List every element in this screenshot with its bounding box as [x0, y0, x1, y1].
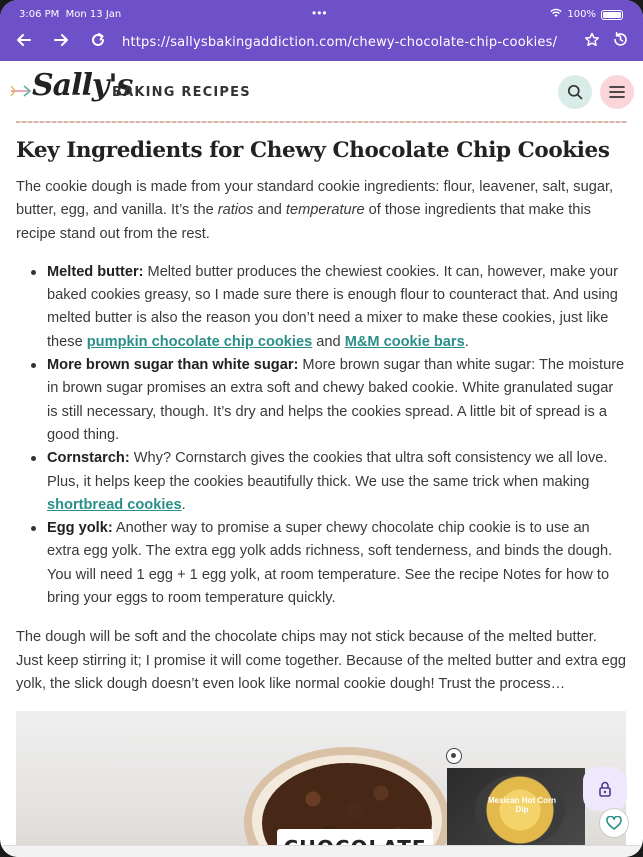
- star-icon: [584, 32, 600, 48]
- pumpkin-cookies-link[interactable]: pumpkin chocolate chip cookies: [86, 333, 313, 350]
- lock-button[interactable]: [583, 767, 627, 811]
- navigation-row: [0, 26, 643, 61]
- bookmark-button[interactable]: [580, 31, 604, 55]
- search-icon: [567, 84, 583, 100]
- mm-cookie-bars-link[interactable]: M&M cookie bars: [344, 333, 465, 350]
- shortbread-cookies-link[interactable]: shortbread cookies: [47, 496, 182, 513]
- closing-paragraph: The dough will be soft and the chocolate chips may not stick because of the melted butter. Just keep stirring it; I promise it will come together. Because of the melted butter and extra egg yolk, the slick dough doesn’t even look like normal cookie dough! Trust the process…: [16, 629, 627, 692]
- ingredients-list: [16, 261, 626, 610]
- ad-info-icon[interactable]: [446, 748, 462, 764]
- article-content: [16, 136, 626, 696]
- search-button[interactable]: [558, 75, 592, 109]
- intro-paragraph: The cookie dough is made from your standard cookie ingredients: flour, leavener, salt, sugar, butter, egg, and vanilla. It’s the ratios and temperature of those ingredients that make this recipe stand out from the rest.: [16, 179, 614, 242]
- arrow-left-icon: [16, 32, 32, 48]
- hamburger-menu-icon: [609, 85, 625, 99]
- list-item: Cornstarch: Why? Cornstarch gives the cookies that ultra soft consistency we all love. Plus, it helps keep the cookies beautifully thick. We use the same trick when making shortbread cookies.: [47, 447, 626, 517]
- list-item: More brown sugar than white sugar: More brown sugar than white sugar: The moisture in brown sugar promises an extra soft and chewy baked cookie. White granulated sugar is still necessary, though. It’s dry and helps the cookies spread. A little bit of spread is a good thing.: [47, 354, 626, 447]
- battery-percent: 100%: [567, 9, 596, 20]
- logo-arrow-icon: [10, 84, 32, 98]
- header-divider: [16, 121, 627, 123]
- list-item: Melted butter: Melted butter produces the chewiest cookies. It can, however, make your baked cookies greasy, so I made sure there is enough flour to counteract that. And using melted butter is also the reason you don’t need a mixer to make these cookies, just like these pumpkin chocolate chip cookies and M&M cookie bars.: [47, 261, 626, 354]
- status-bar: [0, 0, 643, 26]
- save-favorite-button[interactable]: [599, 808, 629, 838]
- ad-caption: Mexican Hot Corn Dip: [487, 796, 556, 814]
- list-item: Egg yolk: Another way to promise a super chewy chocolate chip cookie is to use an extra egg yolk. The extra egg yolk adds richness, soft tenderness, and binds the dough. You will need 1 egg + 1 egg yolk, at room temperature. See the recipe Notes for how to bring your eggs to room temperature quickly.: [47, 517, 626, 610]
- menu-button[interactable]: [600, 75, 634, 109]
- browser-toolbar: [0, 0, 643, 61]
- heart-icon: [606, 816, 622, 830]
- section-heading: Key Ingredients for Chewy Chocolate Chip Cookies: [16, 138, 610, 163]
- forward-button[interactable]: [49, 31, 73, 55]
- site-header: [0, 61, 643, 123]
- wifi-icon: [550, 8, 562, 21]
- multitasking-dots-icon[interactable]: •••: [312, 6, 328, 20]
- bottom-bar: [0, 845, 643, 857]
- site-logo-subtitle[interactable]: BAKING RECIPES: [112, 85, 251, 100]
- arrow-right-icon: [53, 32, 69, 48]
- status-indicators: [550, 8, 623, 21]
- reload-button[interactable]: [86, 31, 110, 55]
- history-icon: [612, 31, 629, 48]
- status-time: 3:06 PM Mon 13 Jan: [19, 9, 122, 20]
- site-logo[interactable]: Sally's: [32, 68, 133, 103]
- reload-icon: [90, 32, 106, 48]
- battery-icon: [601, 10, 623, 20]
- address-bar[interactable]: https://sallysbakingaddiction.com/chewy-chocolate-chip-cookies/: [122, 35, 558, 50]
- back-button[interactable]: [12, 31, 36, 55]
- video-ad[interactable]: [447, 768, 585, 848]
- lock-icon: [596, 780, 614, 798]
- history-button[interactable]: [608, 31, 632, 55]
